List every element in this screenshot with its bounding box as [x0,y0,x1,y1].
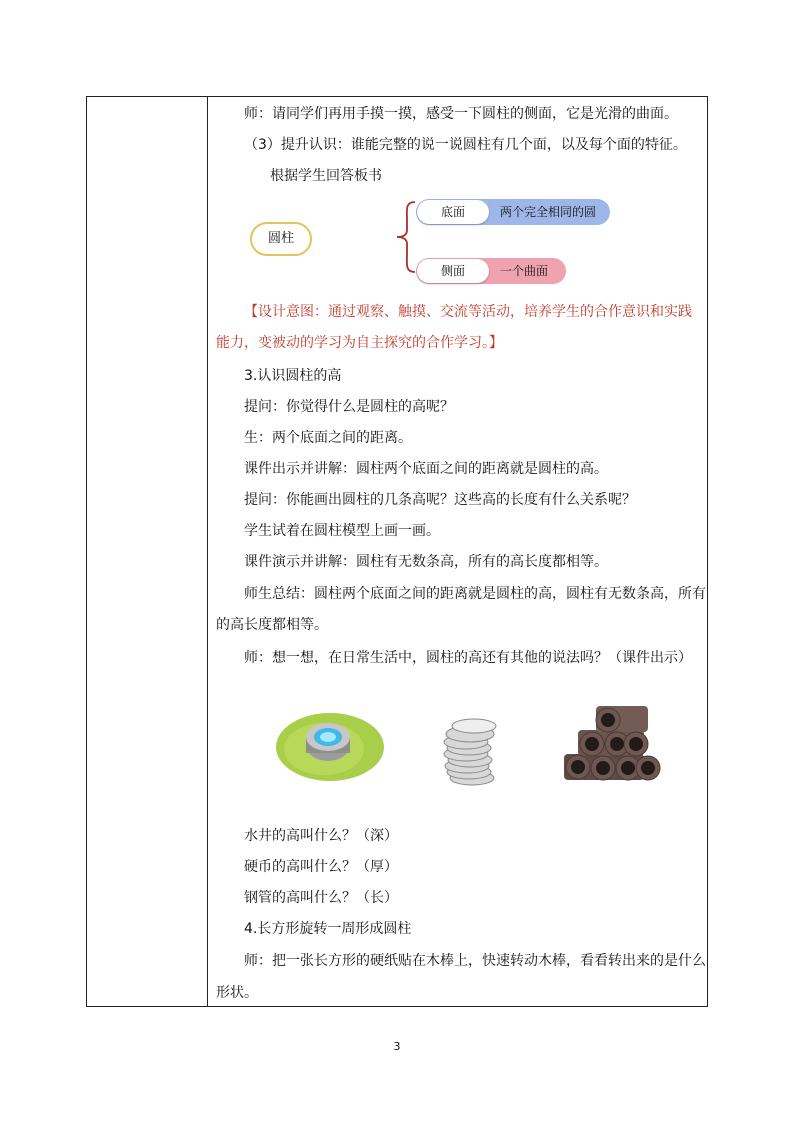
bottom-label: 侧面 [417,259,489,283]
diagram-top-branch [416,199,610,225]
design-intent-line-1: 【设计意图：通过观察、触摸、交流等活动，培养学生的合作意识和实践 [244,304,692,320]
text-line: 学生试着在圆柱模型上画一画。 [244,523,440,539]
text-line: 师：想一想，在日常生活中，圆柱的高还有其他的说法吗？（课件出示） [244,650,692,666]
text-line: 生：两个底面之间的距离。 [244,430,412,446]
text-line: 提问：你能画出圆柱的几条高呢？这些高的长度有什么关系呢？ [244,492,636,508]
text-line: 水井的高叫什么？（深） [244,828,398,844]
well-illustration [274,707,386,783]
text-line: 师生总结：圆柱两个底面之间的距离就是圆柱的高，圆柱有无数条高，所有 [244,586,706,602]
section-heading: 3.认识圆柱的高 [244,368,342,384]
text-line: 课件演示并讲解：圆柱有无数条高，所有的高长度都相等。 [244,554,608,570]
text-line: 课件出示并讲解：圆柱两个底面之间的距离就是圆柱的高。 [244,461,608,477]
diagram-bottom-branch [416,258,566,284]
text-line: 的高长度都相等。 [216,617,328,633]
bottom-desc: 一个曲面 [500,264,549,278]
diagram-root-node: 圆柱 [250,222,312,256]
text-line: 提问：你觉得什么是圆柱的高呢？ [244,399,454,415]
top-desc: 两个完全相同的圆 [500,205,597,219]
text-line: 形状。 [216,985,258,1001]
text-line: 硬币的高叫什么？（厚） [244,859,398,875]
text-line: （3）提升认识：谁能完整的说一说圆柱有几个面，以及每个面的特征。 [244,137,687,153]
column-divider [207,97,208,1006]
section-heading: 4.长方形旋转一周形成圆柱 [244,921,412,937]
design-intent-line-2: 能力，变被动的学习为自主探究的合作学习。】 [216,335,503,351]
page-number: 3 [393,1040,401,1053]
coin-stack-illustration [436,714,502,788]
steel-pipes-illustration [556,702,662,784]
text-line: 根据学生回答板书 [270,168,382,184]
text-line: 师：把一张长方形的硬纸贴在木棒上，快速转动木棒，看看转出来的是什么 [244,953,706,969]
text-line: 师：请同学们再用手摸一摸，感受一下圆柱的侧面，它是光滑的曲面。 [244,106,678,122]
text-line: 钢管的高叫什么？（长） [244,890,398,906]
top-label: 底面 [417,200,489,224]
